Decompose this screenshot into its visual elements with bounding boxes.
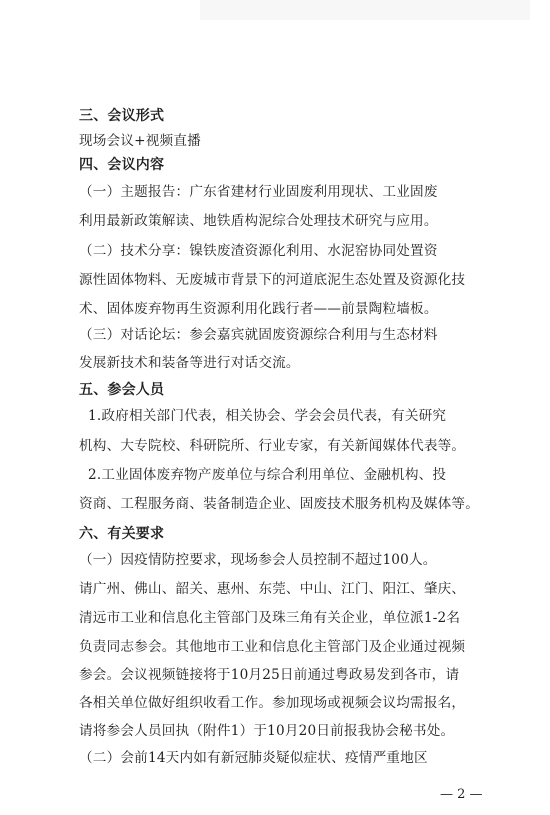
text-line: 请将参会人员回执（附件1）于10月20日前报我协会秘书处。	[79, 723, 455, 739]
section-heading: 三、会议形式	[79, 108, 165, 124]
text-line: 1.政府相关部门代表，相关协会、学会会员代表，有关研究	[88, 408, 447, 424]
text-line: 负责同志参会。其他地市工业和信息化主管部门及企业通过视频	[79, 639, 466, 655]
text-line: 利用最新政策解读、地铁盾构泥综合处理技术研究与应用。	[79, 213, 438, 229]
text-line: 术、固体废弃物再生资源利用化践行者——前景陶粒墙板。	[79, 301, 438, 317]
text-line: 各相关单位做好组织收看工作。参加现场或视频会议均需报名，	[79, 695, 466, 711]
text-line: （二）会前14天内如有新冠肺炎疑似症状、疫情严重地区	[79, 750, 428, 766]
section-heading: 四、会议内容	[79, 157, 165, 173]
text-line: 资商、工程服务商、装备制造企业、固废技术服务机构及媒体等。	[79, 496, 480, 512]
page-number: — 2 —	[440, 787, 483, 802]
text-line: 清远市工业和信息化主管部门及珠三角有关企业，单位派1-2名	[79, 610, 461, 626]
section-heading: 六、有关要求	[79, 526, 165, 542]
scan-shade	[200, 0, 530, 20]
text-line: 参会。会议视频链接将于10月25日前通过粤政易发到各市，请	[79, 667, 460, 683]
text-line: 机构、大专院校、科研院所、行业专家，有关新闻媒体代表等。	[79, 438, 466, 454]
text-line: （一）主题报告：广东省建材行业固废利用现状、工业固废	[79, 184, 438, 200]
text-line: （二）技术分享：镍铁废渣资源化利用、水泥窑协同处置资	[79, 243, 438, 259]
text-line: （一）因疫情防控要求，现场参会人员控制不超过100人。	[79, 552, 437, 568]
text-line: 请广州、佛山、韶关、惠州、东莞、中山、江门、阳江、肇庆、	[79, 581, 466, 597]
text-line: 现场会议+视频直播	[79, 133, 201, 149]
text-line: 发展新技术和装备等进行对话交流。	[79, 355, 300, 371]
text-line: 2.工业固体废弃物产废单位与综合利用单位、金融机构、投	[88, 467, 447, 483]
text-line: （三）对话论坛：参会嘉宾就固废资源综合利用与生态材料	[79, 327, 438, 343]
section-heading: 五、参会人员	[79, 382, 165, 398]
text-line: 源性固体物料、无废城市背景下的河道底泥生态处置及资源化技	[79, 272, 466, 288]
